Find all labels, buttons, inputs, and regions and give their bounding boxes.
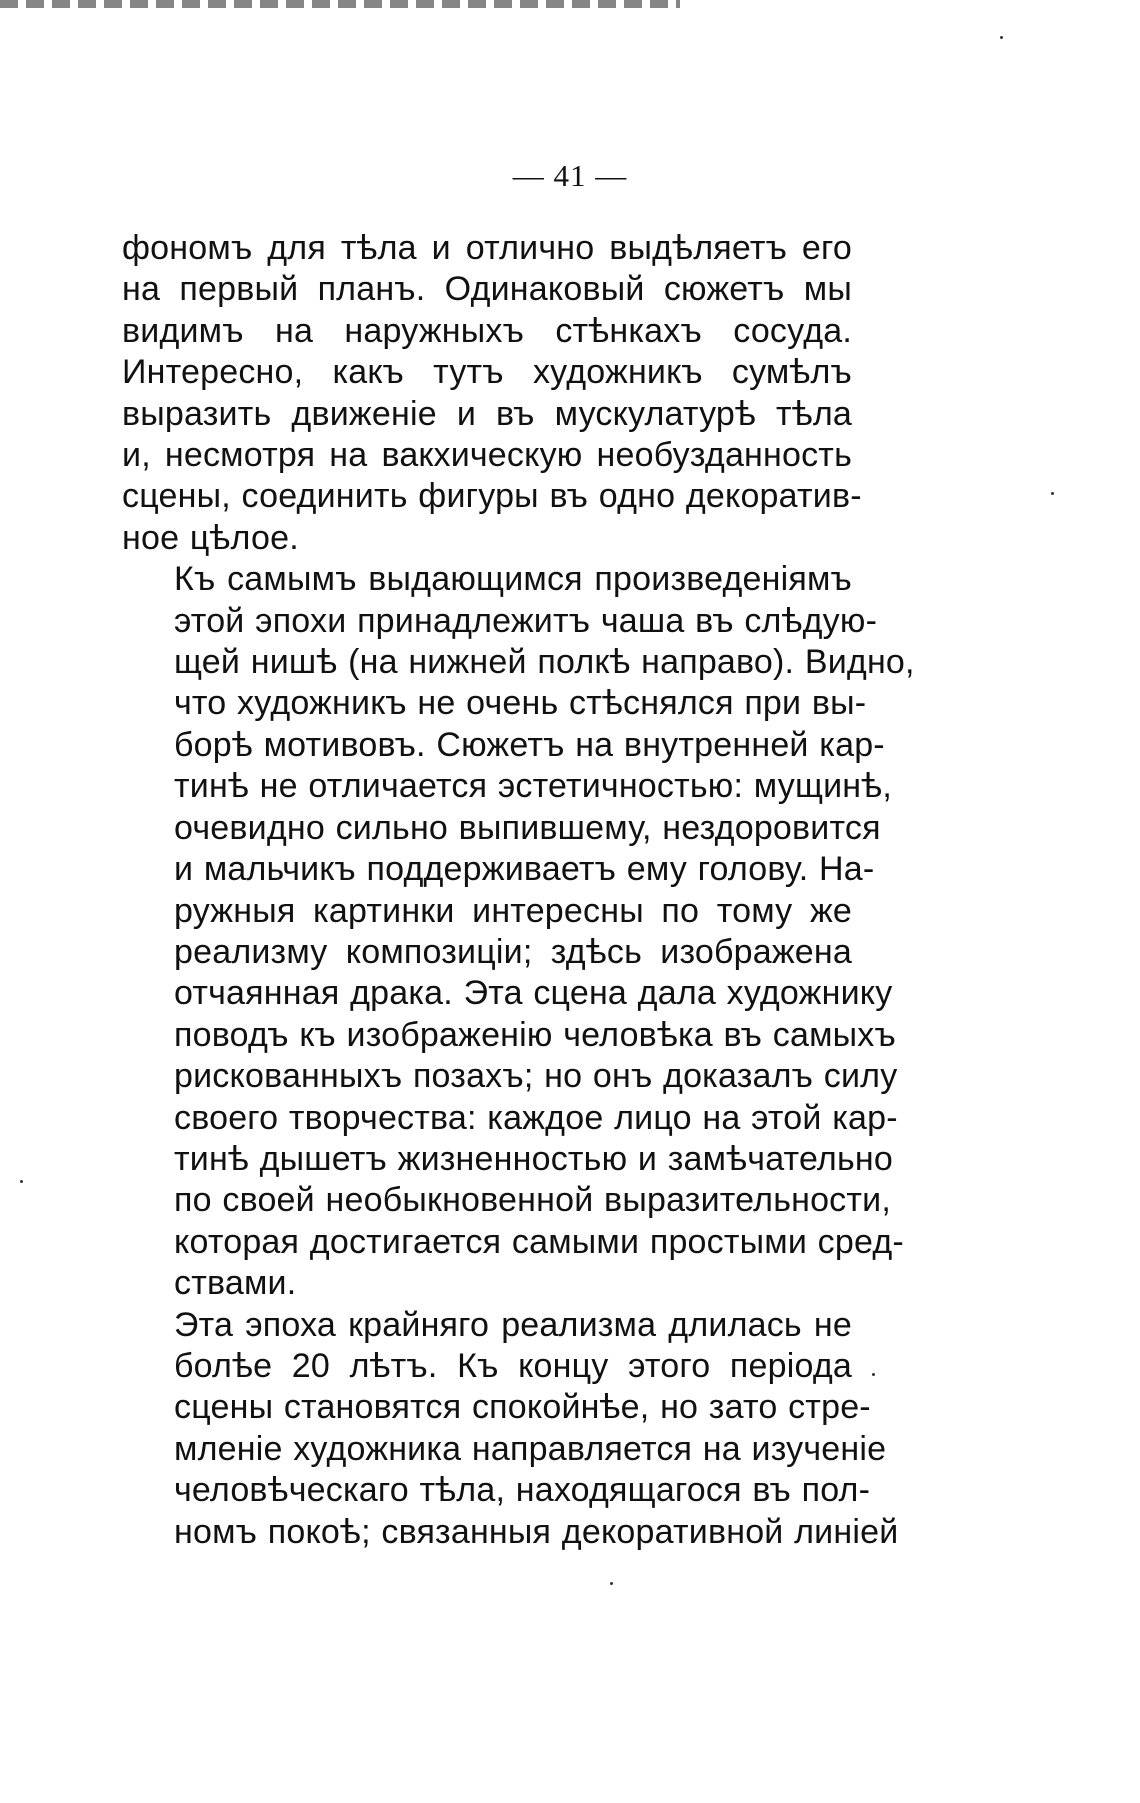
text-line: борѣ мотивовъ. Сюжетъ на внутренней кар- (174, 725, 885, 764)
text-line: фономъ для тѣла и отлично выдѣляетъ его (122, 229, 852, 267)
text-line: человѣческаго тѣла, находящагося въ пол- (174, 1471, 871, 1510)
text-line: ное цѣлое. (122, 518, 299, 557)
text-line: которая достигается самыми простыми сред- (174, 1222, 904, 1261)
text-line: выразить движенiе и въ мускулатурѣ тѣла (122, 394, 852, 433)
scan-speck (872, 1373, 875, 1376)
text-line: поводъ къ изображенiю человѣка въ самыхъ (174, 1015, 896, 1054)
text-line: ружныя картинки интересны по тому же (174, 891, 852, 930)
scan-speck (610, 1582, 613, 1585)
text-line: ствами. (174, 1264, 297, 1303)
paragraph-2 (122, 559, 915, 1304)
paragraph-1 (122, 228, 862, 559)
text-line: и мальчикъ поддерживаетъ ему голову. На- (174, 850, 875, 889)
text-line: щей нишѣ (на нижней полкѣ направо). Видно, (174, 643, 915, 682)
text-line: и, несмотря на вакхическую необузданность (122, 436, 852, 475)
text-line: мленiе художника направляется на изученiе (174, 1429, 887, 1468)
text-line: что художникъ не очень стѣснялся при вы- (174, 684, 867, 723)
text-line: рискованныхъ позахъ; но онъ доказалъ силу (174, 1057, 898, 1096)
text-line: очевидно сильно выпившему, нездоровится (174, 808, 881, 847)
text-line: отчаянная драка. Эта сцена дала художнику (174, 974, 893, 1013)
scan-speck (1000, 36, 1003, 39)
text-line: болѣе 20 лѣтъ. Къ концу этого перiода (174, 1346, 852, 1385)
text-line: сцены, соединить фигуры въ одно декоратив- (122, 477, 862, 516)
text-line: тинѣ дышетъ жизненностью и замѣчательно (174, 1139, 893, 1178)
text-line: этой эпохи принадлежитъ чаша въ слѣдую- (174, 601, 878, 640)
paragraph-3 (122, 1305, 899, 1553)
text-line: по своей необыкновенной выразительности, (174, 1181, 891, 1220)
scan-speck (20, 1180, 23, 1183)
text-line: видимъ на наружныхъ стѣнкахъ сосуда. (122, 311, 852, 350)
text-line: сцены становятся спокойнѣе, но зато стре- (174, 1388, 871, 1427)
text-line: номъ покоѣ; связанныя декоративной линiей (174, 1512, 899, 1551)
text-line: своего творчества: каждое лицо на этой кар- (174, 1098, 898, 1137)
text-line: на первый планъ. Одинаковый сюжетъ мы (122, 270, 852, 309)
page-number: — 41 — (512, 158, 628, 193)
scan-top-edge (0, 0, 680, 8)
scan-speck (1051, 492, 1054, 495)
text-line: тинѣ не отличается эстетичностью: мущинѣ, (174, 767, 892, 806)
text-line: Интересно, какъ тутъ художникъ сумѣлъ (122, 353, 852, 392)
text-line: Къ самымъ выдающимся произведенiямъ (174, 560, 852, 599)
body-text (122, 228, 915, 1553)
text-line: Эта эпоха крайняго реализма длилась не (174, 1305, 852, 1344)
text-line: реализму композицiи; здѣсь изображена (174, 932, 852, 971)
